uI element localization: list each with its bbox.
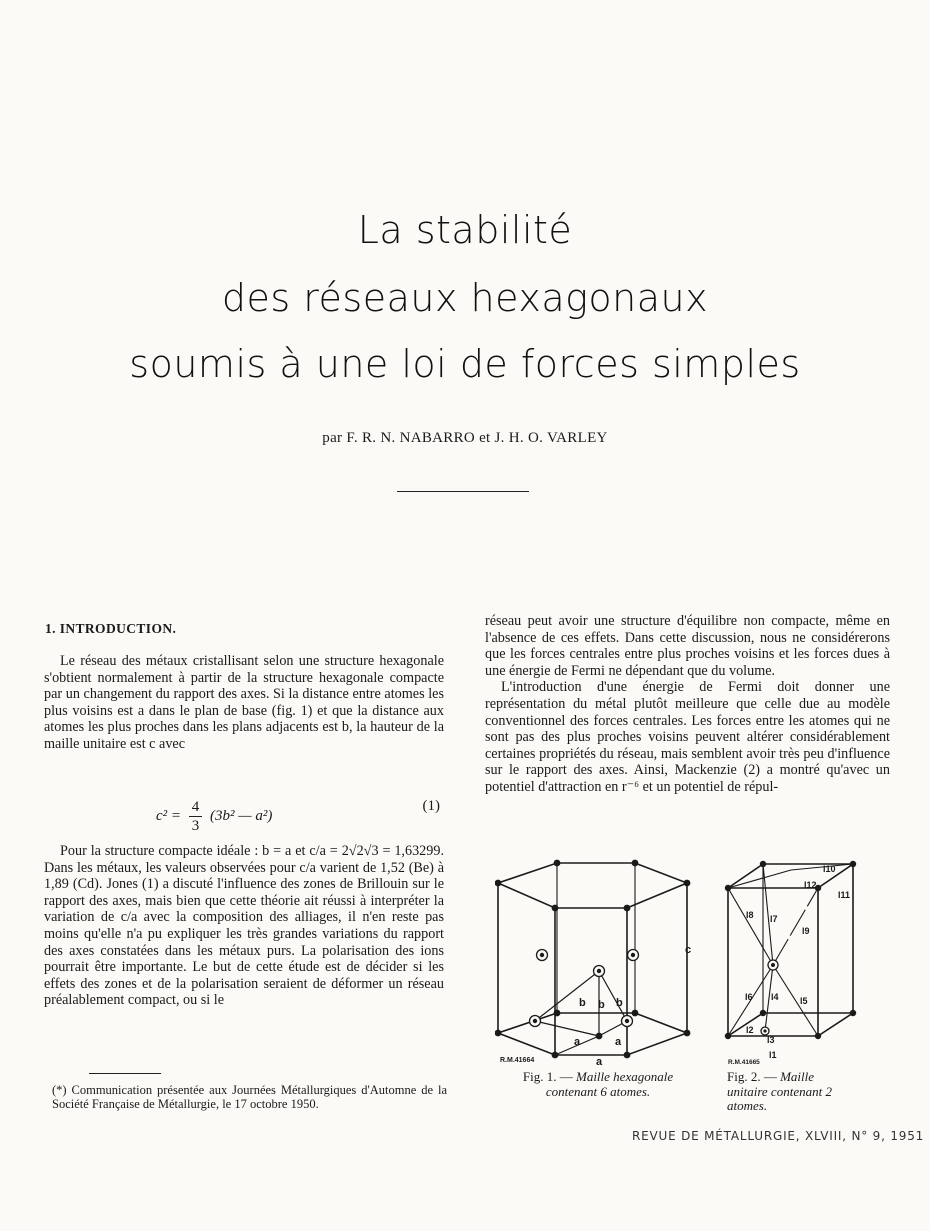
title-line-2: des réseaux hexagonaux xyxy=(221,276,709,320)
figure-1-caption-text: Maille hexagonale contenant 6 atomes. xyxy=(545,1069,674,1099)
fig2-label-l10: l10 xyxy=(823,864,836,874)
figure-1-hexagonal-cell xyxy=(495,858,695,1068)
fig2-ref: R.M.41665 xyxy=(728,1059,760,1066)
fig1-label-c: c xyxy=(685,944,692,956)
fig2-label-l6: l6 xyxy=(745,992,753,1002)
right-column xyxy=(485,613,890,796)
figure-2-caption xyxy=(727,1070,852,1114)
fraction-numerator: 4 xyxy=(189,798,203,817)
figure-2-unit-cell xyxy=(723,858,863,1068)
title-line-1: La stabilité xyxy=(357,208,573,252)
fig1-label-b2: b xyxy=(598,999,605,1011)
fig2-label-l5: l5 xyxy=(800,996,808,1006)
fig1-label-b3: b xyxy=(616,997,623,1009)
equation-fraction xyxy=(189,798,203,835)
fig1-label-b1: b xyxy=(579,997,586,1009)
authors: par F. R. N. NABARRO et J. H. O. VARLEY xyxy=(322,430,608,446)
equation-rhs: (3b² — a²) xyxy=(210,807,273,824)
fig1-label-a1: a xyxy=(574,1036,581,1048)
title-divider xyxy=(397,491,529,492)
fig2-label-l12: l12 xyxy=(804,880,817,890)
equation-number: (1) xyxy=(422,798,440,814)
footnote-rule xyxy=(89,1073,161,1074)
fig2-label-l11: l11 xyxy=(838,890,851,900)
fig2-label-l3: l3 xyxy=(767,1035,775,1045)
fig1-ref: R.M.41664 xyxy=(500,1057,535,1064)
section-heading: 1. INTRODUCTION. xyxy=(45,621,177,636)
journal-footer: REVUE DE MÉTALLURGIE, XLVIII, N° 9, 1951 xyxy=(632,1129,925,1143)
figure-2-caption-text: Maille unitaire contenant 2 atomes. xyxy=(727,1069,832,1113)
right-paragraph-1: réseau peut avoir une structure d'équilibre non compacte, même en l'absence de ces effets. Dans cette discussion, nous ne considérerons que les forces centrales entre plus proches voisins et les forces dues à une énergie de Fermi ne dépendant que du volume. xyxy=(485,613,890,679)
fig2-label-l7: l7 xyxy=(770,914,778,924)
left-column-bottom xyxy=(44,843,444,1009)
footnote: (*) Communication présentée aux Journées Métallurgiques d'Automne de la Société Française de Métallurgie, le 17 octobre 1950. xyxy=(52,1083,447,1111)
figure-2-caption-number: Fig. 2. — xyxy=(727,1069,777,1084)
left-column-top xyxy=(44,653,444,753)
intro-paragraph-2: Pour la structure compacte idéale : b = a et c/a = 2√2√3 = 1,63299. Dans les métaux, les valeurs observées pour c/a varient de 1,52 (Be) à 1,89 (Cd). Jones (1) a discuté l'influence des zones de Brillouin sur le rapport des axes, mais bien que cette théorie ait réussi à interpréter la variation de c/a avec la composition des alliages, il n'en reste pas moins qu'elle n'a pu expliquer les très grandes variations du rapport des axes constatées dans les métaux purs. La polarisation des ions pourrait être importante. Le but de cette étude est de décider si les effets des zones et de la polarisation seraient de déformer un réseau préalablement compact, ou si le xyxy=(44,843,444,1009)
fig2-label-l2: l2 xyxy=(746,1025,754,1035)
figure-1-caption-number: Fig. 1. — xyxy=(522,1069,573,1084)
right-paragraph-2: L'introduction d'une énergie de Fermi doit donner une représentation du métal plutôt meilleure que celle due au modèle conventionnel des forces centrales. Les forces entre les atomes qui ne sont pas des plus proches voisins peuvent altérer considérablement certaines propriétés du réseau, mais semblent avoir très peu d'influence sur le rapport des axes. Ainsi, Mackenzie (2) a montré qu'avec un potentiel d'attraction en r⁻⁶ et un potentiel de répul- xyxy=(485,679,890,795)
fig2-label-l8: l8 xyxy=(746,910,754,920)
intro-paragraph-1: Le réseau des métaux cristallisant selon une structure hexagonale s'obtient normalement à partir de la structure hexagonale compacte par un changement du rapport des axes. Si la distance entre atomes les plus voisins est a dans le plan de base (fig. 1) et que la distance aux atomes les plus proches dans les plans adjacents est b, la hauteur de la maille unitaire est c avec xyxy=(44,653,444,752)
fig2-label-l9: l9 xyxy=(802,926,810,936)
fraction-denominator: 3 xyxy=(191,818,200,834)
equation-1 xyxy=(44,792,444,832)
figure-1-caption xyxy=(508,1070,688,1099)
fig2-label-l1: l1 xyxy=(769,1050,777,1060)
fig2-label-l4: l4 xyxy=(771,992,779,1002)
fig1-label-a3: a xyxy=(596,1056,603,1068)
fig1-label-a2: a xyxy=(615,1036,622,1048)
title-line-3: soumis à une loi de forces simples xyxy=(129,342,801,386)
equation-lhs: c² = xyxy=(156,807,185,824)
